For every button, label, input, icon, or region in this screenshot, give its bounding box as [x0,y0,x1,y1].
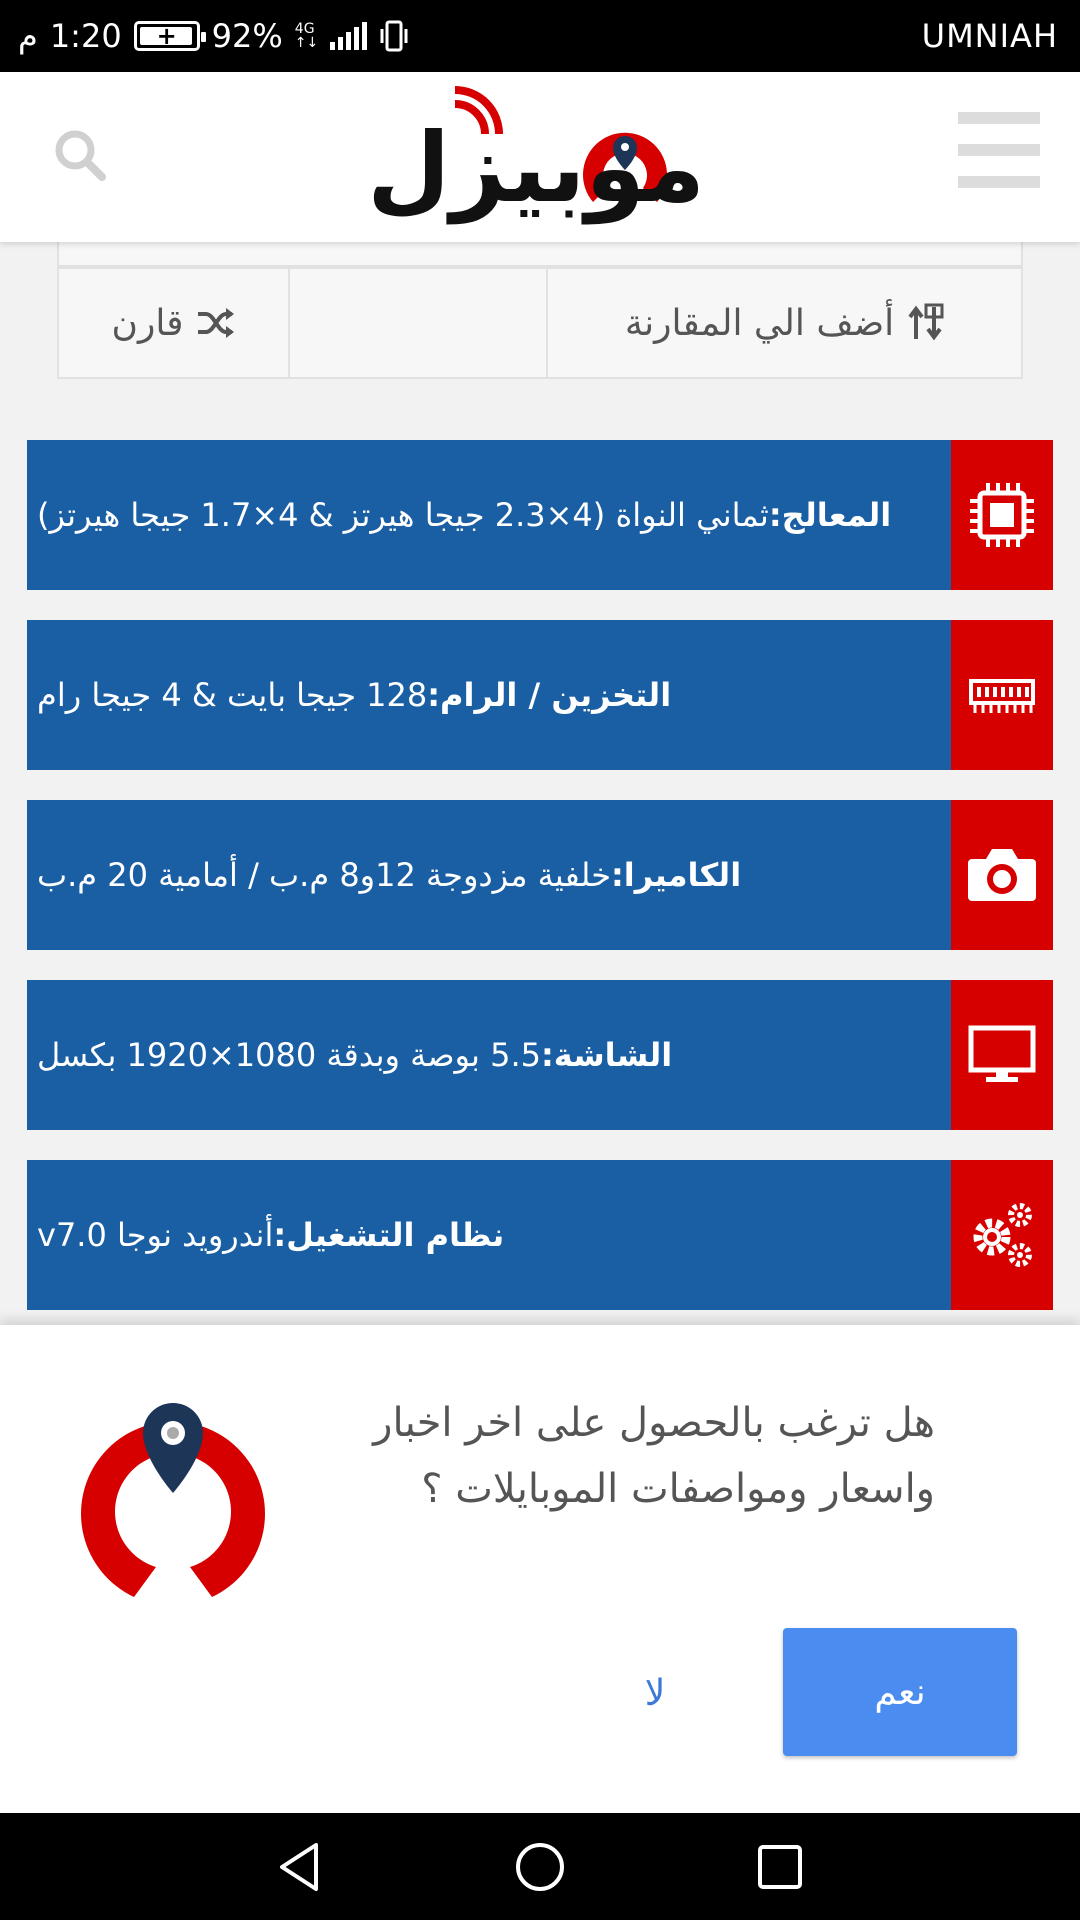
site-header [0,72,1080,242]
spec-row-os [27,1160,1053,1310]
site-logo[interactable] [367,84,705,234]
prompt-line-2: واسعار ومواصفات الموبايلات ؟ [421,1466,935,1512]
spec-row-camera [27,800,1053,950]
spec-icon-box [951,800,1053,950]
clock: 1:20 [49,17,122,55]
back-icon[interactable] [270,1837,330,1897]
spec-text [27,440,951,590]
spec-label: المعالج: [768,496,892,534]
swap-icon [906,303,944,343]
add-to-compare-button[interactable] [548,269,1021,377]
spec-label: الكاميرا: [611,856,742,894]
system-nav-bar [0,1813,1080,1920]
shuffle-icon [196,306,236,340]
compare-label: قارن [111,302,184,344]
recents-icon[interactable] [750,1837,810,1897]
vibrate-icon [379,19,409,53]
spec-value: 5.5 بوصة وبدقة 1080×1920 بكسل [37,1036,541,1074]
spec-icon-box [951,980,1053,1130]
compare-top-strip [57,242,1023,267]
ampm-indicator: م [18,17,38,55]
monitor-icon [968,1025,1036,1085]
spec-value: أندرويد نوجا v7.0 [37,1216,274,1254]
status-bar [0,0,1080,72]
compare-empty-cell [290,269,548,377]
camera-icon [966,845,1038,905]
search-button[interactable] [52,127,108,183]
spec-row-processor [27,440,1053,590]
gears-icon [966,1199,1038,1271]
prompt-line-1: هل ترغب بالحصول على اخر اخبار [373,1400,935,1446]
spec-text [27,800,951,950]
spec-label: نظام التشغيل: [273,1216,505,1254]
spec-icon-box [951,1160,1053,1310]
add-to-compare-label: أضف الي المقارنة [624,302,895,344]
compare-toolbar [57,267,1023,379]
spec-row-storage [27,620,1053,770]
compare-button[interactable] [59,269,290,377]
logo-text: موبيزل [367,112,705,224]
search-icon [52,127,108,183]
spec-value: خلفية مزدوجة 12و8 م.ب / أمامية 20 م.ب [37,856,611,894]
battery-level: 92% [211,17,283,55]
network-type: 4G ↑↓ [294,21,319,51]
spec-value: 128 جيجا بايت & 4 جيجا رام [37,676,428,714]
menu-button[interactable] [958,112,1040,188]
home-icon[interactable] [510,1837,570,1897]
signal-icon [330,22,367,50]
spec-text [27,1160,951,1310]
spec-text [27,980,951,1130]
spec-text [27,620,951,770]
spec-value: ثماني النواة (4×2.3 جيجا هيرتز & 4×1.7 جيجا هيرتز) [37,496,769,534]
spec-row-display [27,980,1053,1130]
site-logo-icon [78,1397,268,1607]
spec-icon-box [951,620,1053,770]
spec-label: الشاشة: [541,1036,673,1074]
prompt-message [315,1390,935,1522]
processor-chip-icon [966,479,1038,551]
carrier-name: UMNIAH [921,17,1058,55]
accept-button[interactable]: نعم [783,1628,1017,1756]
decline-button[interactable]: لا [620,1665,690,1721]
hamburger-menu-icon [958,112,1040,124]
ram-icon [969,675,1035,715]
battery-icon: + [134,21,200,51]
status-left [18,0,409,72]
notification-prompt [0,1325,1080,1813]
spec-label: التخزين / الرام: [427,676,672,714]
spec-icon-box [951,440,1053,590]
